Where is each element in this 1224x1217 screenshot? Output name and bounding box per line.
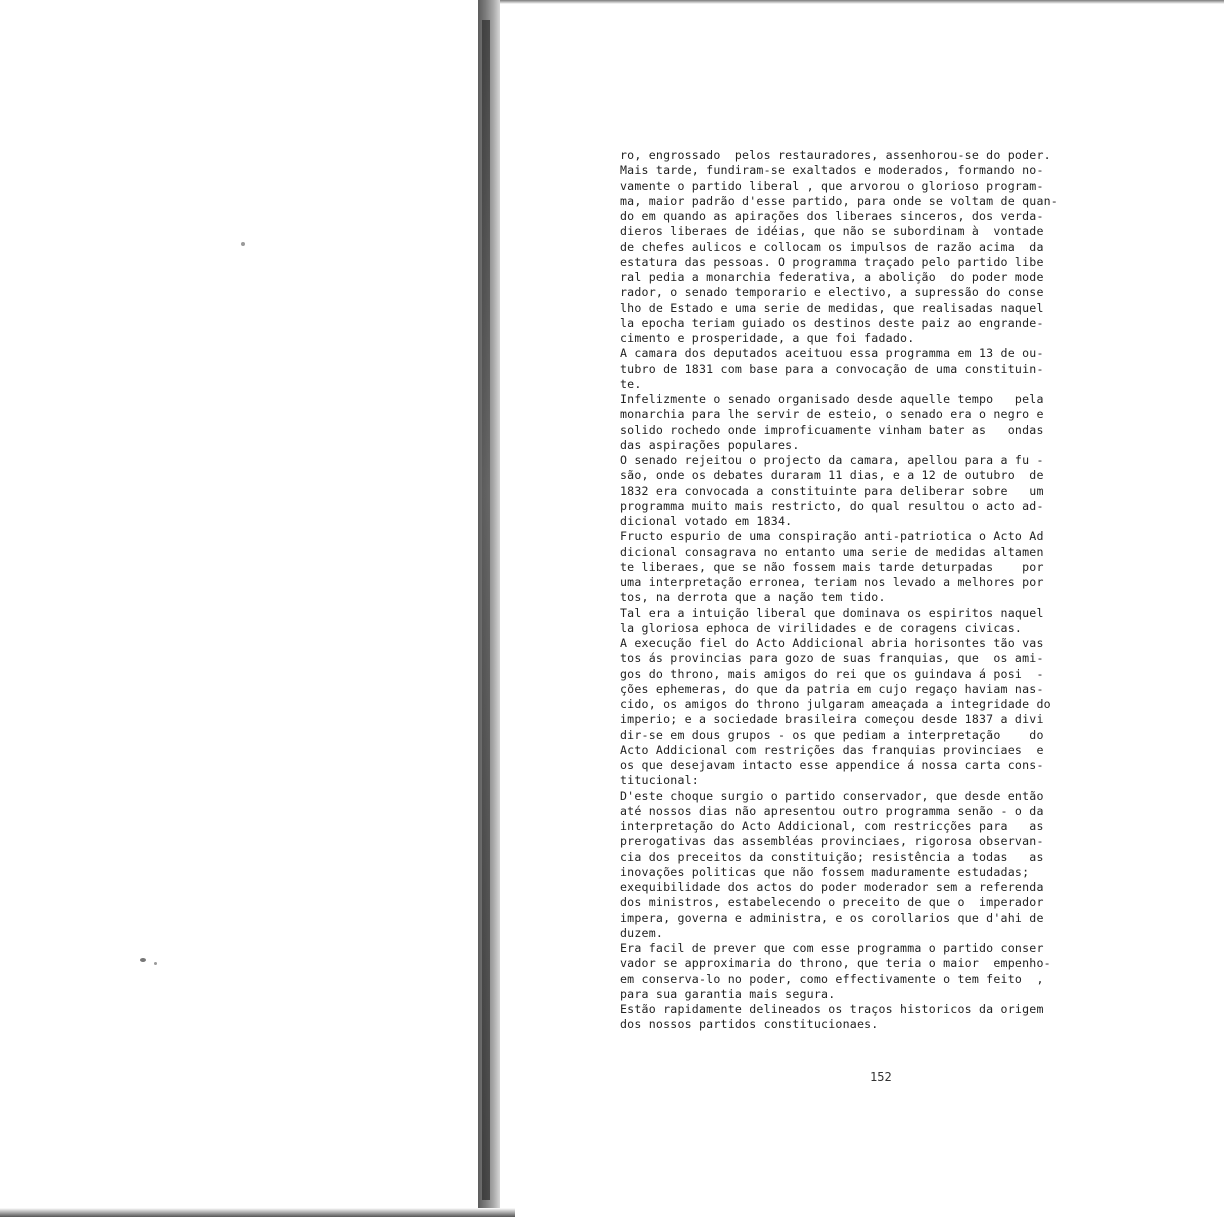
text-line: gos do throno, mais amigos do rei que os guindava á posi -: [620, 666, 1044, 681]
text-line: lho de Estado e uma serie de medidas, que realisadas naquel: [620, 300, 1044, 315]
text-line: do em quando as apirações dos liberaes sinceros, dos verda-: [620, 209, 1044, 223]
text-line: estatura das pessoas. O programma traçado pelo partido libe: [620, 254, 1044, 269]
text-line: O senado rejeitou o projecto da camara, apellou para a fu -: [620, 453, 1044, 467]
text-line: titucional:: [620, 773, 699, 788]
text-line: Fructo espurio de uma conspiração anti-patriotica o Acto Ad: [620, 529, 1044, 544]
text-line: la gloriosa ephoca de virilidades e de coragens civicas.: [620, 620, 1023, 635]
text-line: Tal era a intuição liberal que dominava os espiritos naquel: [620, 605, 1044, 620]
text-line: Infelizmente o senado organisado desde aquelle tempo pela: [620, 392, 1044, 406]
text-line: exequibilidade dos actos do poder moderador sem a referenda: [620, 880, 1044, 894]
page-number: 152: [870, 1070, 892, 1084]
page-top-edge: [500, 0, 1224, 4]
text-line: A execução fiel do Acto Addicional abria horisontes tão vas: [620, 636, 1044, 650]
text-line: 1832 era convocada a constituinte para deliberar sobre um: [620, 483, 1044, 498]
text-line: ções ephemeras, do que da patria em cujo regaço haviam nas-: [620, 681, 1044, 696]
text-line: das aspirações populares.: [620, 437, 800, 452]
text-line: te liberaes, que se não fossem mais tarde deturpadas por: [620, 559, 1044, 574]
text-line: Acto Addicional com restrições das franquias provinciaes e: [620, 742, 1044, 757]
text-line: duzem.: [620, 925, 664, 940]
text-line: são, onde os debates duraram 11 dias, e a 12 de outubro de: [620, 468, 1044, 483]
text-line: dos nossos partidos constitucionaes.: [620, 1017, 879, 1032]
text-line: dos ministros, estabelecendo o preceito de que o imperador: [620, 895, 1044, 910]
book-spine-shadow: [482, 20, 490, 1200]
scan-speck: [140, 958, 146, 962]
scan-speck: [154, 962, 157, 965]
text-line: D'este choque surgio o partido conservador, que desde então: [620, 788, 1044, 803]
text-line: até nossos dias não apresentou outro programma senão - o da: [620, 803, 1044, 818]
text-line: Estão rapidamente delineados os traços historicos da origem: [620, 1002, 1044, 1016]
text-line: la epocha teriam guiado os destinos deste paiz ao engrande-: [620, 315, 1044, 330]
text-line: uma interpretação erronea, teriam nos levado a melhores por: [620, 575, 1044, 589]
text-line: ral pedia a monarchia federativa, a abolição do poder mode: [620, 270, 1044, 284]
text-line: te.: [620, 376, 642, 391]
text-line: monarchia para lhe servir de esteio, o senado era o negro e: [620, 407, 1044, 422]
scan-speck: [241, 242, 245, 246]
text-line: dir-se em dous grupos - os que pediam a interpretação do: [620, 727, 1044, 742]
text-line: vamente o partido liberal , que arvorou o glorioso program-: [620, 178, 1044, 193]
page-body-text: [620, 148, 1140, 1033]
text-line: inovações politicas que não fossem maduramente estudadas;: [620, 864, 1030, 879]
text-line: programma muito mais restricto, do qual resultou o acto ad-: [620, 498, 1044, 513]
text-line: cimento e prosperidade, a que foi fadado.: [620, 331, 915, 345]
page-bottom-edge: [0, 1208, 515, 1217]
text-line: cido, os amigos do throno julgaram ameaçada a integridade do: [620, 697, 1051, 711]
text-line: dicional votado em 1834.: [620, 514, 793, 528]
text-line: dicional consagrava no entanto uma serie de medidas altamen: [620, 544, 1044, 559]
text-line: Mais tarde, fundiram-se exaltados e moderados, formando no-: [620, 163, 1044, 178]
text-line: em conserva-lo no poder, como effectivamente o tem feito ,: [620, 971, 1044, 986]
text-line: imperio; e a sociedade brasileira começou desde 1837 a divi: [620, 712, 1044, 727]
text-line: tos, na derrota que a nação tem tido.: [620, 590, 886, 605]
text-line: os que desejavam intacto esse appendice á nossa carta cons-: [620, 758, 1044, 772]
text-line: solido rochedo onde improficuamente vinham bater as ondas: [620, 422, 1044, 437]
text-line: prerogativas das assembléas provinciaes, rigorosa observan-: [620, 834, 1044, 849]
text-line: A camara dos deputados aceituou essa programma em 13 de ou-: [620, 346, 1044, 361]
text-line: rador, o senado temporario e electivo, a supressão do conse: [620, 285, 1044, 300]
text-line: vador se approximaria do throno, que teria o maior empenho-: [620, 956, 1051, 971]
text-line: de chefes aulicos e collocam os impulsos de razão acima da: [620, 239, 1044, 254]
text-line: cia dos preceitos da constituição; resistência a todas as: [620, 849, 1044, 864]
text-line: para sua garantia mais segura.: [620, 986, 836, 1001]
text-line: tos ás provincias para gozo de suas franquias, que os ami-: [620, 651, 1044, 666]
text-line: ma, maior padrão d'esse partido, para onde se voltam de quan-: [620, 193, 1058, 208]
text-line: dieros liberaes de idéias, que não se subordinam à vontade: [620, 224, 1044, 239]
text-line: interpretação do Acto Addicional, com restricções para as: [620, 819, 1044, 833]
text-line: Era facil de prever que com esse programma o partido conser: [620, 941, 1044, 955]
text-line: ro, engrossado pelos restauradores, assenhorou-se do poder.: [620, 148, 1051, 162]
text-line: impera, governa e administra, e os corollarios que d'ahi de: [620, 910, 1044, 925]
text-line: tubro de 1831 com base para a convocação de uma constituin-: [620, 361, 1044, 376]
